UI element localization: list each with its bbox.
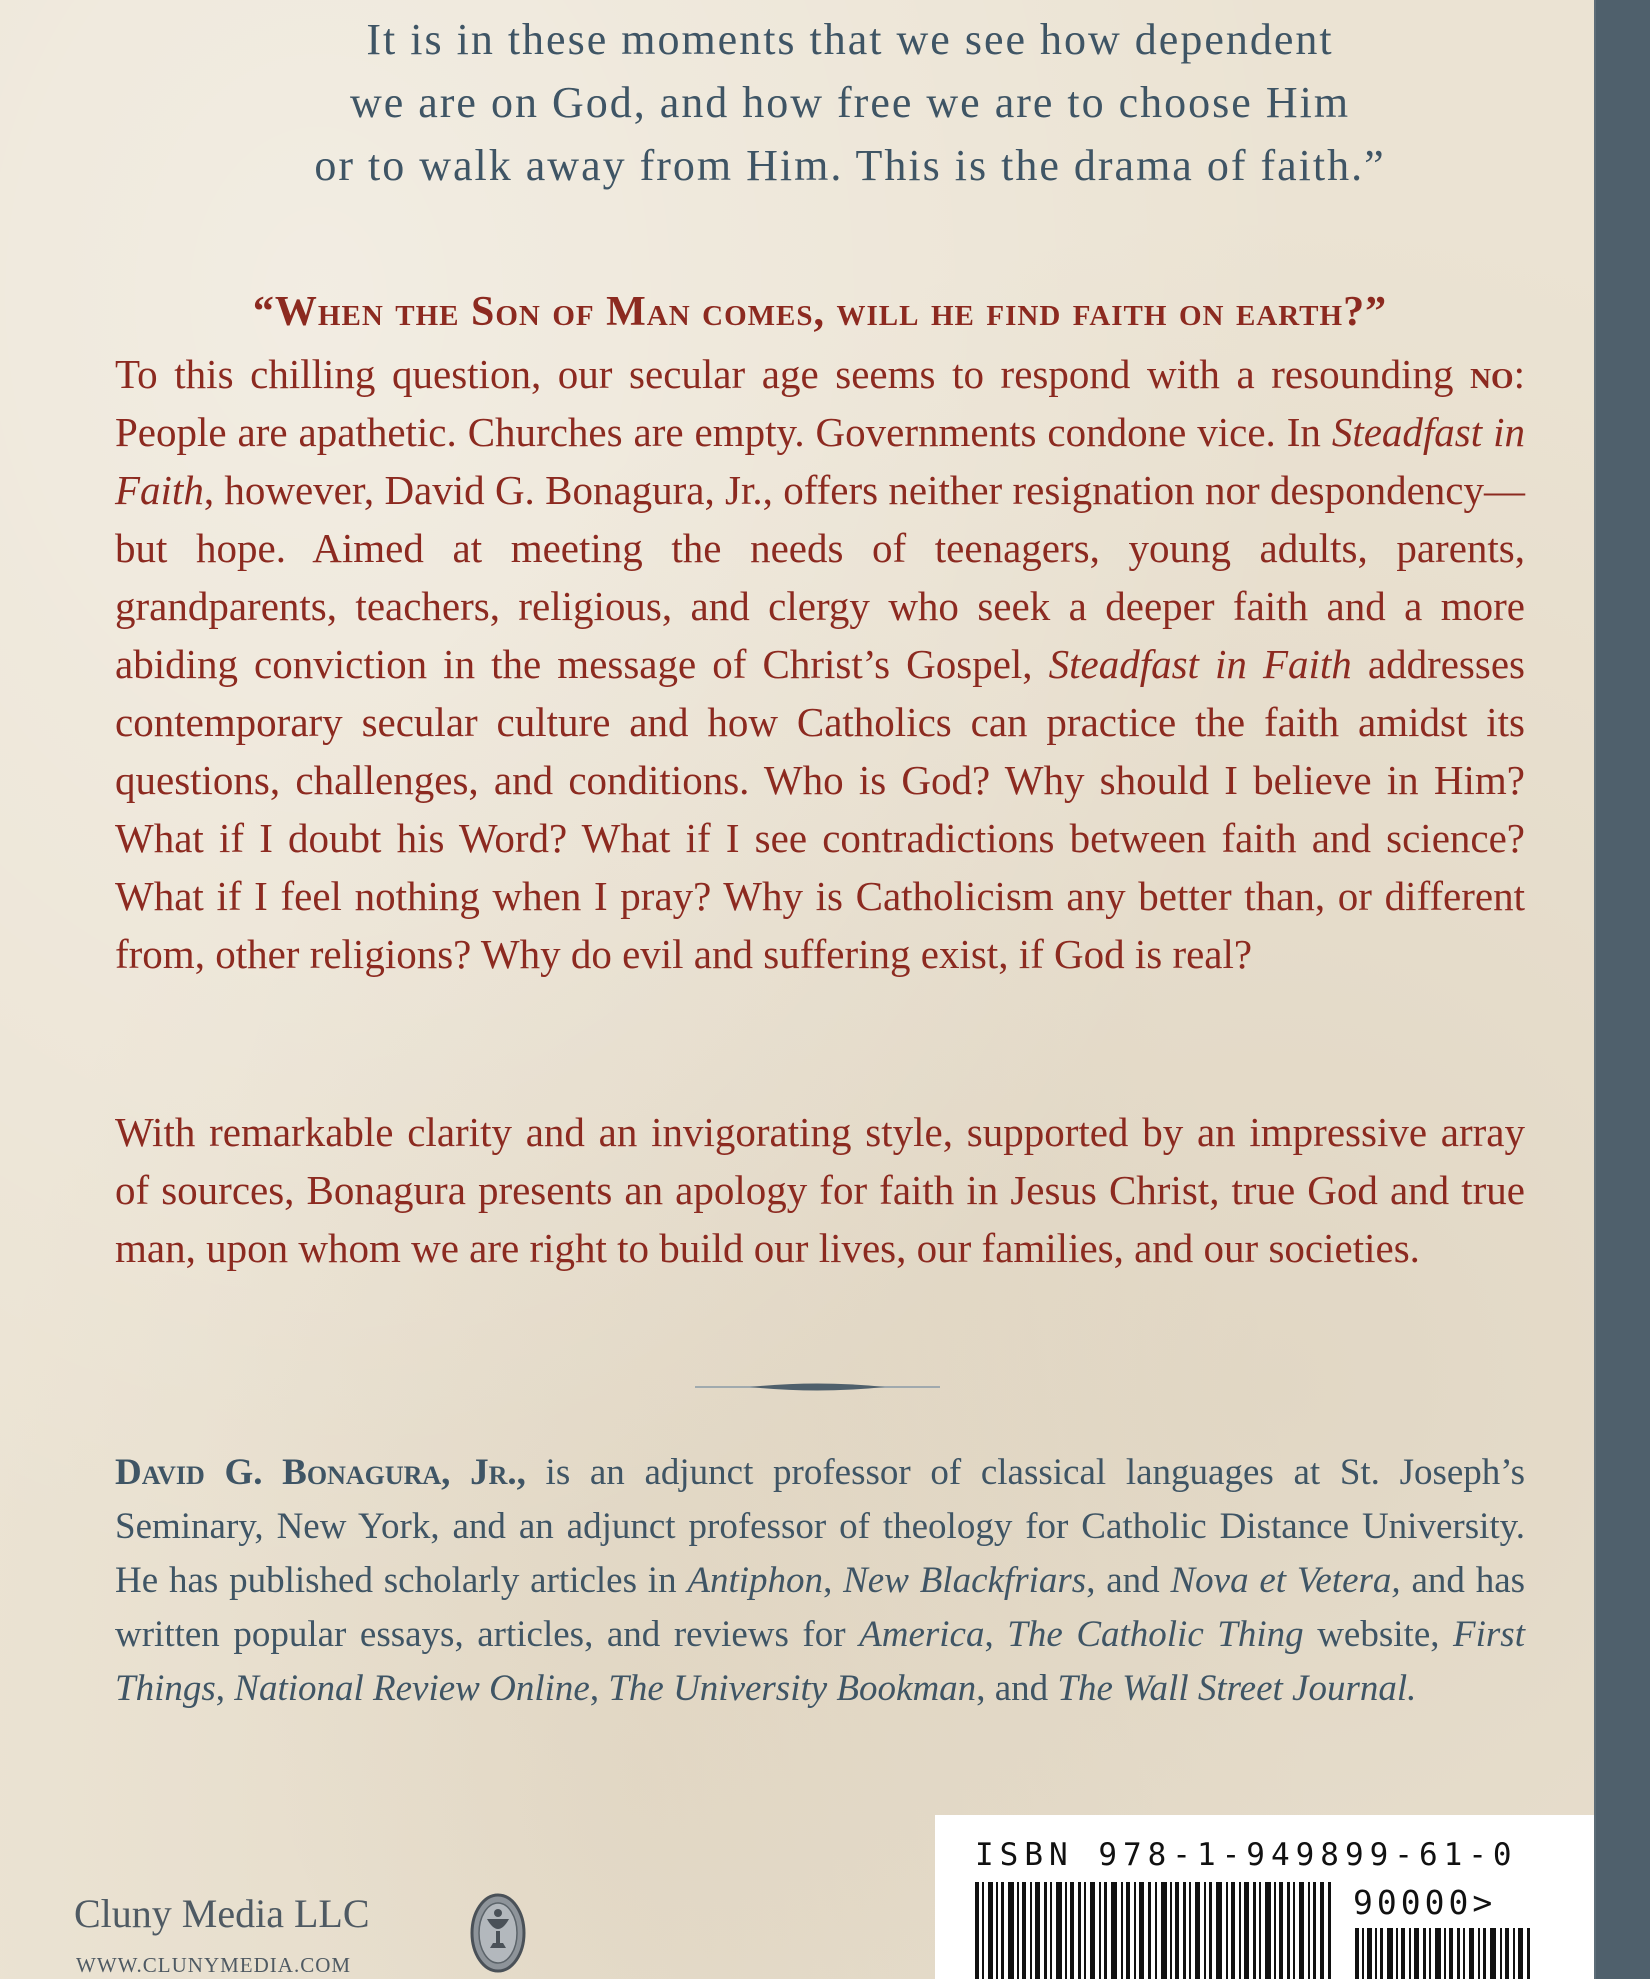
publication-name: America — [859, 1614, 985, 1655]
publication-name: The Wall Street Journal. — [1057, 1668, 1417, 1709]
publication-name: Nova et Vetera, — [1170, 1560, 1401, 1601]
bio-text: , — [215, 1668, 235, 1709]
heading-open-quote: “ — [252, 289, 275, 335]
publication-name: The University Bookman — [608, 1668, 977, 1709]
section-heading — [115, 288, 1525, 336]
heading-close-quote: ” — [1365, 289, 1388, 335]
price-barcode — [1355, 1928, 1535, 1979]
bio-text: , and — [976, 1668, 1058, 1709]
publisher-seal-icon — [470, 1893, 526, 1973]
para1-text: , however, David G. Bonagura, Jr., offers neither resignation nor despondency—but hope. Aimed at meeting the needs of teenagers, young adults, parents, grandparents, teachers, religious, and clergy who seek a deeper faith and a more abiding conviction in the message of Christ’s Gospel, — [115, 467, 1525, 687]
heading-text: When the Son of Man comes, will he find faith on earth? — [274, 289, 1366, 335]
pull-quote-line: we are on God, and how free we are to choose Him — [349, 78, 1351, 127]
publication-name: New Blackfriars — [843, 1560, 1087, 1601]
bio-text: is an adjunct professor of classical languages at St. Joseph’s Seminary, New York, and an adjunct professor of theology for Catholic Distance University. He has published scholarly articles in — [115, 1452, 1525, 1601]
bio-text: , and — [1086, 1560, 1171, 1601]
bio-text: and has written popular essays, articles, and reviews for — [115, 1560, 1526, 1655]
divider-ornament — [695, 1381, 940, 1393]
publisher-website: WWW.CLUNYMEDIA.COM — [76, 1953, 352, 1977]
bio-text: , — [823, 1560, 844, 1601]
book-title: Steadfast in Faith — [115, 409, 1525, 513]
book-title: Steadfast in Faith — [1048, 641, 1352, 687]
publication-name: First Things — [115, 1614, 1525, 1709]
bio-text: , — [589, 1668, 609, 1709]
price-code: 90000> — [1353, 1883, 1497, 1922]
bio-text: website, — [1303, 1614, 1454, 1655]
para1-text: : People are apathetic. Churches are empty. Governments condone vice. In — [115, 351, 1525, 455]
isbn-barcode — [975, 1882, 1335, 1979]
pull-quote-line: or to walk away from Him. This is the drama of faith.” — [314, 141, 1386, 190]
para1-text: addresses contemporary secular culture and how Catholics can practice the faith amidst its questions, challenges, and conditions. Who is God? Why should I believe in Him? What if I doubt his Word? What if I see contradictions between faith and science? What if I feel nothing when I pray? Why is Catholicism any better than, or different from, other religions? Why do evil and suffering exist, if God is real? — [115, 641, 1525, 977]
para1-no-emphasis: no — [1470, 351, 1514, 397]
book-spine-edge — [1594, 0, 1650, 1979]
publication-name: The Catholic Thing — [1007, 1614, 1304, 1655]
author-name: David G. Bonagura, Jr., — [115, 1452, 526, 1493]
barcode-area — [935, 1815, 1594, 1979]
author-bio — [115, 1446, 1525, 1716]
bio-text: , — [984, 1614, 1008, 1655]
isbn-number: ISBN 978-1-949899-61-0 — [975, 1837, 1518, 1873]
description-paragraph-2: With remarkable clarity and an invigorating style, supported by an impressive array of sources, Bonagura presents an apology for faith in Jesus Christ, true God and true man, upon whom we are right to build our lives, our families, and our societies. — [115, 1109, 1525, 1271]
pull-quote — [150, 8, 1550, 197]
publisher-name: Cluny Media LLC — [74, 1891, 370, 1936]
publication-name: National Review Online — [234, 1668, 590, 1709]
description-paragraph-1 — [115, 345, 1525, 983]
publication-name: Antiphon — [687, 1560, 824, 1601]
pull-quote-line: It is in these moments that we see how dependent — [366, 15, 1334, 64]
para1-text: To this chilling question, our secular age seems to respond with a resounding — [115, 351, 1471, 397]
